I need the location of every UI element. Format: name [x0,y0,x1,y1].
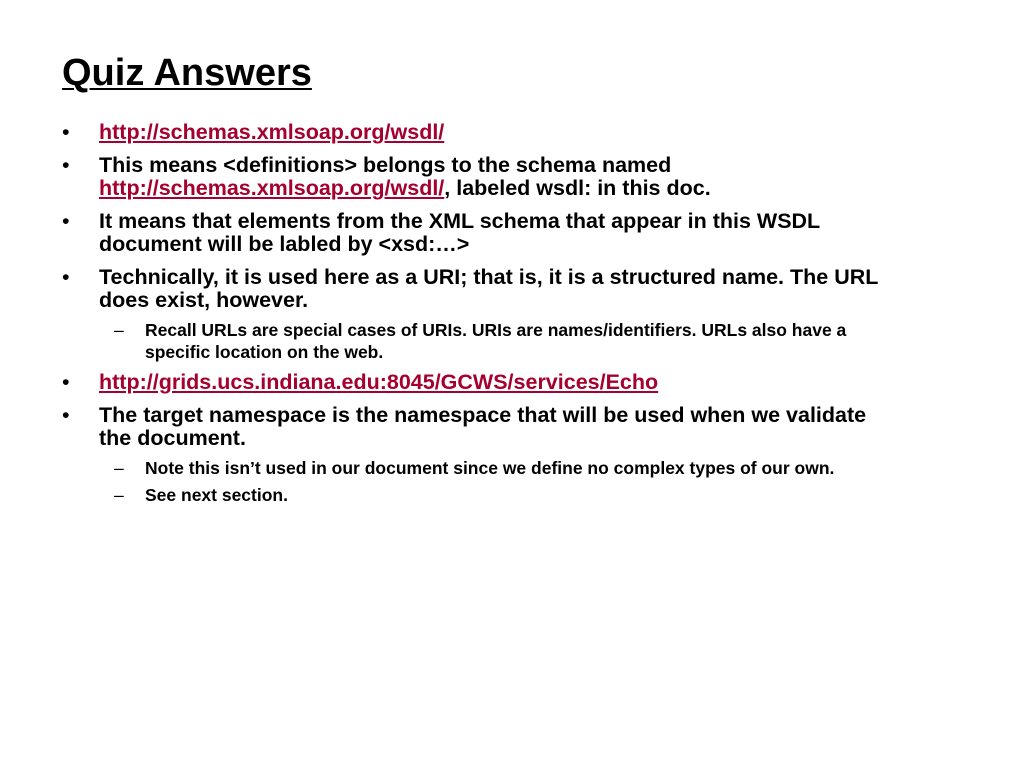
bullet-icon: • [62,403,70,427]
page-title: Quiz Answers [62,52,312,94]
list-item [62,154,902,200]
sub-list-item [62,457,902,479]
sub-list-item [62,484,902,506]
list-item [62,371,902,394]
bullet-icon: • [62,153,70,177]
sub-bullet-text: Note this isn’t used in our document since we define no complex types of our own. [145,458,835,478]
dash-icon: – [114,320,124,340]
bullet-icon: • [62,370,70,394]
bullet-icon: • [62,209,70,233]
bullet-text: This means <definitions> belongs to the schema named [99,153,672,177]
wsdl-schema-link[interactable]: http://schemas.xmlsoap.org/wsdl/ [99,176,445,200]
bullet-text: , labeled wsdl: in this doc. [444,176,711,200]
list-item [62,266,902,312]
dash-icon: – [114,458,124,478]
sub-bullet-text: See next section. [145,485,288,505]
bullet-text: The target namespace is the namespace that will be used when we validate the document. [99,403,867,450]
wsdl-schema-link[interactable]: http://schemas.xmlsoap.org/wsdl/ [99,120,445,144]
dash-icon: – [114,485,124,505]
list-item [62,121,902,144]
list-item [62,404,902,450]
bullet-list [62,121,902,514]
bullet-text: Technically, it is used here as a URI; that is, it is a structured name. The URL does exist, however. [99,265,878,312]
list-item [62,210,902,256]
echo-service-link[interactable]: http://grids.ucs.indiana.edu:8045/GCWS/services/Echo [99,370,659,394]
bullet-text: It means that elements from the XML schema that appear in this WSDL document will be labled by <xsd:…> [99,209,820,256]
bullet-icon: • [62,265,70,289]
sub-bullet-text: Recall URLs are special cases of URIs. URIs are names/identifiers. URLs also have a specific location on the web. [145,320,847,362]
bullet-icon: • [62,120,70,144]
sub-list-item [62,319,902,363]
